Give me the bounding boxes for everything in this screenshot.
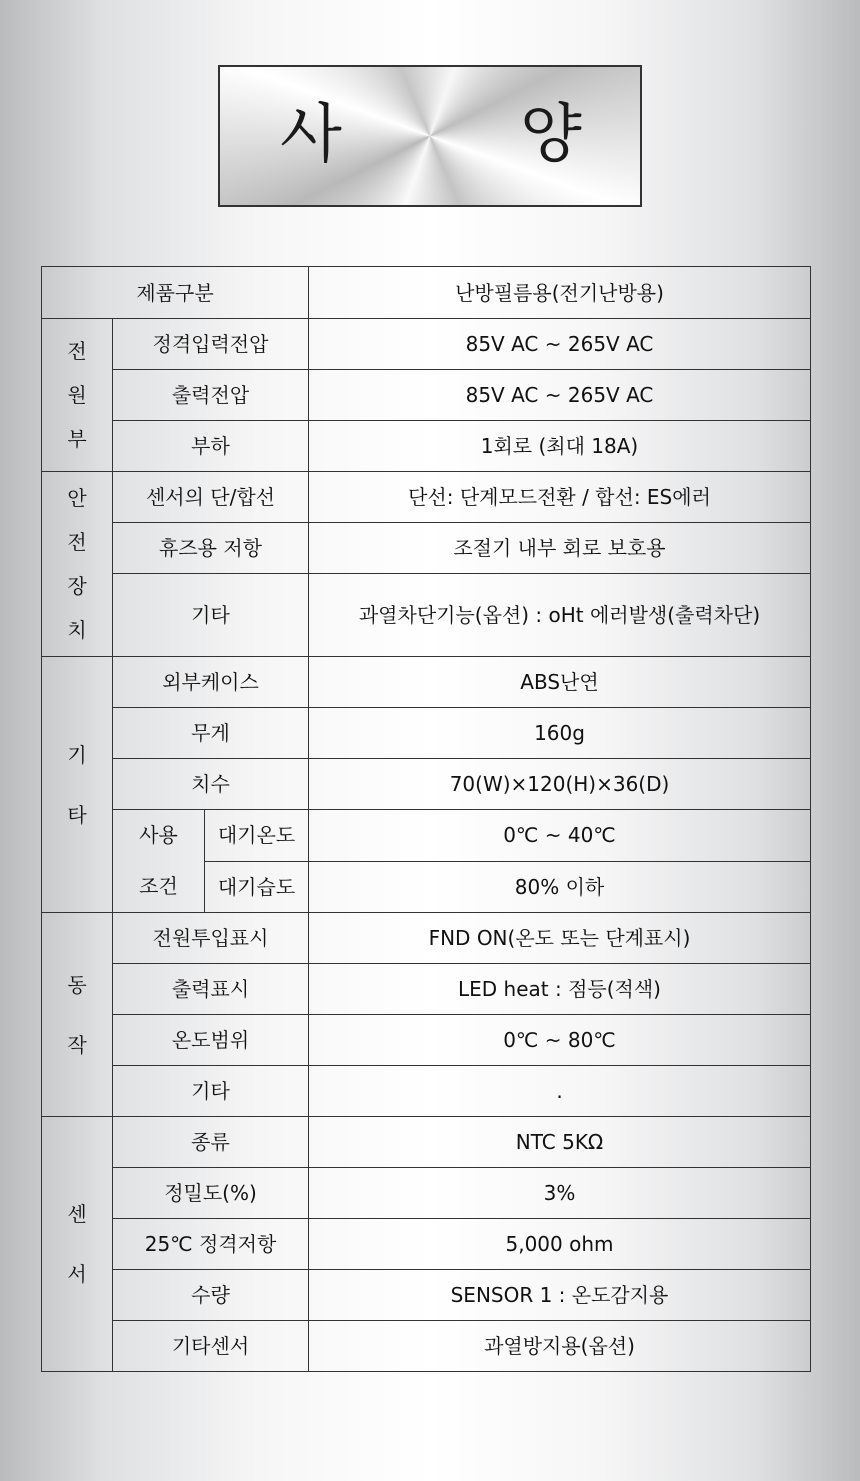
row-value: 85V AC ~ 265V AC (309, 319, 811, 370)
table-row (42, 472, 811, 523)
row-label: 대기습도 (205, 861, 309, 913)
table-row (42, 1066, 811, 1117)
table-row (42, 1270, 811, 1321)
row-value: 160g (309, 708, 811, 759)
spec-title-box (218, 65, 642, 207)
row-value: NTC 5KΩ (309, 1117, 811, 1168)
row-value: 80% 이하 (309, 861, 811, 913)
row-value: FND ON(온도 또는 단계표시) (309, 913, 811, 964)
group-label-sensor (42, 1117, 113, 1372)
row-label: 전원투입표시 (113, 913, 309, 964)
group-char: 치 (67, 618, 87, 642)
table-row (42, 1219, 811, 1270)
row-label: 기타 (113, 574, 309, 657)
group-char: 동 (67, 972, 87, 997)
spec-table (41, 266, 811, 1372)
group-label-etc (42, 657, 113, 913)
group-char: 작 (67, 1032, 87, 1057)
row-value: SENSOR 1 : 온도감지용 (309, 1270, 811, 1321)
table-row (42, 1168, 811, 1219)
table-row (42, 964, 811, 1015)
row-label: 정밀도(%) (113, 1168, 309, 1219)
usage-condition-label (113, 810, 205, 913)
row-label: 대기온도 (205, 810, 309, 862)
row-label: 온도범위 (113, 1015, 309, 1066)
table-row (42, 319, 811, 370)
title-char-1: 사 (280, 98, 342, 172)
table-row (42, 913, 811, 964)
table-row (42, 1117, 811, 1168)
table-row (42, 421, 811, 472)
row-label: 무게 (113, 708, 309, 759)
row-label: 휴즈용 저항 (113, 523, 309, 574)
group-char: 타 (67, 802, 87, 827)
group-label-operation (42, 913, 113, 1117)
row-value: 70(W)×120(H)×36(D) (309, 759, 811, 810)
table-row (42, 657, 811, 708)
row-label: 기타 (113, 1066, 309, 1117)
group-char: 센 (67, 1202, 87, 1226)
group-char: 부 (67, 427, 87, 451)
group-char: 장 (67, 574, 87, 598)
table-row (42, 810, 811, 862)
row-value: 과열차단기능(옵션) : oHt 에러발생(출력차단) (309, 574, 811, 657)
header-value: 난방필름용(전기난방용) (309, 267, 811, 319)
usage-label-line: 조건 (139, 874, 178, 898)
row-value: 조절기 내부 회로 보호용 (309, 523, 811, 574)
header-label: 제품구분 (42, 267, 309, 319)
row-value: 1회로 (최대 18A) (309, 421, 811, 472)
row-label: 센서의 단/합선 (113, 472, 309, 523)
row-value: 5,000 ohm (309, 1219, 811, 1270)
group-label-safety (42, 472, 113, 657)
row-value: 85V AC ~ 265V AC (309, 370, 811, 421)
table-row (42, 1015, 811, 1066)
row-value: LED heat : 점등(적색) (309, 964, 811, 1015)
row-label: 정격입력전압 (113, 319, 309, 370)
group-char: 기 (67, 742, 87, 767)
usage-label-line: 사용 (139, 823, 178, 847)
group-label-power (42, 319, 113, 472)
row-value: 0℃ ~ 80℃ (309, 1015, 811, 1066)
row-label: 25℃ 정격저항 (113, 1219, 309, 1270)
row-value: 과열방지용(옵션) (309, 1321, 811, 1372)
table-row (42, 759, 811, 810)
row-label: 출력전압 (113, 370, 309, 421)
table-row (42, 1321, 811, 1372)
row-label: 출력표시 (113, 964, 309, 1015)
table-row (42, 574, 811, 657)
row-label: 수량 (113, 1270, 309, 1321)
row-label: 기타센서 (113, 1321, 309, 1372)
group-char: 안 (67, 486, 87, 510)
table-row (42, 708, 811, 759)
group-char: 전 (67, 339, 87, 363)
row-label: 외부케이스 (113, 657, 309, 708)
row-value: . (309, 1066, 811, 1117)
row-value: 0℃ ~ 40℃ (309, 810, 811, 862)
row-label: 부하 (113, 421, 309, 472)
table-row (42, 523, 811, 574)
group-char: 전 (67, 530, 87, 554)
row-label: 종류 (113, 1117, 309, 1168)
row-value: 3% (309, 1168, 811, 1219)
row-value: ABS난연 (309, 657, 811, 708)
row-label: 치수 (113, 759, 309, 810)
group-char: 서 (67, 1262, 87, 1286)
table-row (42, 370, 811, 421)
row-value: 단선: 단계모드전환 / 합선: ES에러 (309, 472, 811, 523)
table-row (42, 267, 811, 319)
title-char-2: 양 (520, 98, 582, 172)
group-char: 원 (67, 383, 87, 407)
